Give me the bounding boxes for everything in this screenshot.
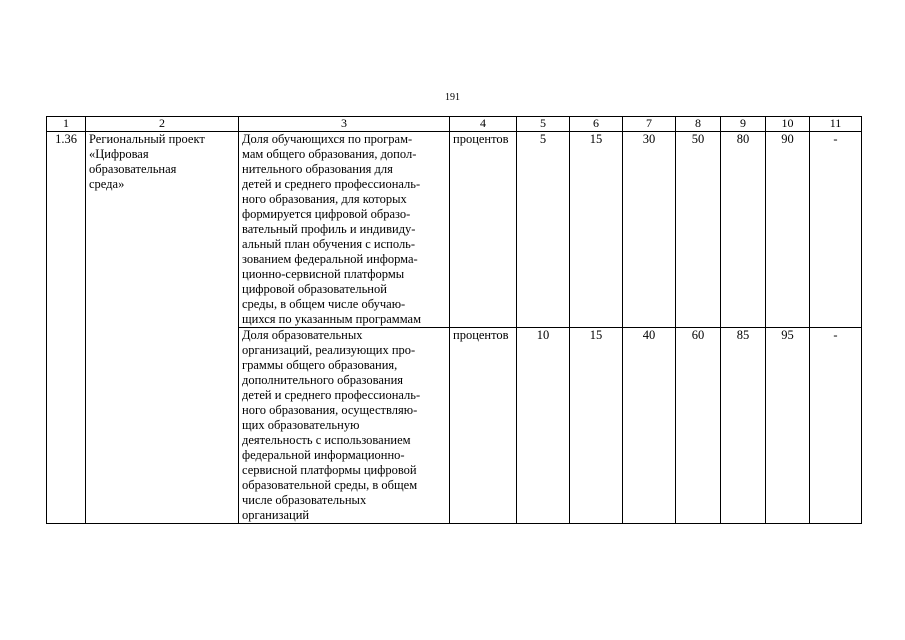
value-cell: 10 <box>517 328 570 524</box>
value-cell: 80 <box>721 132 766 328</box>
indicator-line: щихся по указанным программам <box>242 312 421 326</box>
header-cell: 8 <box>676 117 721 132</box>
header-cell: 5 <box>517 117 570 132</box>
indicator-line: дополнительного образования <box>242 373 404 387</box>
indicator-line: ционно-сервисной платформы <box>242 267 405 281</box>
value-cell: 95 <box>766 328 810 524</box>
page-number: 191 <box>445 92 460 103</box>
indicator-line: альный план обучения с исполь- <box>242 237 416 251</box>
header-cell: 10 <box>766 117 810 132</box>
indicator-line: формируется цифровой образо- <box>242 207 411 221</box>
indicator-cell <box>239 328 450 524</box>
value-cell: 15 <box>570 328 623 524</box>
project-line: образовательная <box>89 162 177 176</box>
header-cell: 9 <box>721 117 766 132</box>
header-cell: 3 <box>239 117 450 132</box>
header-cell: 11 <box>810 117 862 132</box>
indicator-line: среды, в общем числе обучаю- <box>242 297 406 311</box>
indicator-line: ного образования, осуществляю- <box>242 403 418 417</box>
indicator-line: вательный профиль и индивиду- <box>242 222 416 236</box>
indicator-line: детей и среднего профессиональ- <box>242 388 421 402</box>
value-cell: - <box>810 132 862 328</box>
project-name-cell <box>86 132 239 524</box>
header-cell: 6 <box>570 117 623 132</box>
value-cell: 60 <box>676 328 721 524</box>
indicator-table <box>46 116 862 524</box>
indicator-line: ного образования, для которых <box>242 192 407 206</box>
indicator-line: федеральной информационно- <box>242 448 405 462</box>
value-cell: 40 <box>623 328 676 524</box>
header-cell: 1 <box>47 117 86 132</box>
value-cell: 5 <box>517 132 570 328</box>
unit-cell: процентов <box>450 132 517 328</box>
indicator-line: детей и среднего профессиональ- <box>242 177 421 191</box>
header-row <box>47 117 862 132</box>
project-line: Региональный проект <box>89 132 205 146</box>
value-cell: 15 <box>570 132 623 328</box>
table-row <box>47 132 862 328</box>
indicator-line: мам общего образования, допол- <box>242 147 417 161</box>
indicator-line: организаций <box>242 508 310 522</box>
indicator-line: граммы общего образования, <box>242 358 398 372</box>
indicator-line: нительного образования для <box>242 162 393 176</box>
indicator-line: образовательной среды, в общем <box>242 478 418 492</box>
unit-cell: процентов <box>450 328 517 524</box>
indicator-line: Доля образовательных <box>242 328 363 342</box>
indicator-line: сервисной платформы цифровой <box>242 463 417 477</box>
value-cell: - <box>810 328 862 524</box>
value-cell: 90 <box>766 132 810 328</box>
row-id-cell: 1.36 <box>47 132 86 524</box>
indicator-line: щих образовательную <box>242 418 360 432</box>
indicator-line: числе образовательных <box>242 493 367 507</box>
value-cell: 85 <box>721 328 766 524</box>
indicator-line: организаций, реализующих про- <box>242 343 416 357</box>
header-cell: 2 <box>86 117 239 132</box>
project-line: среда» <box>89 177 125 191</box>
indicator-line: деятельность с использованием <box>242 433 411 447</box>
value-cell: 50 <box>676 132 721 328</box>
value-cell: 30 <box>623 132 676 328</box>
indicator-cell <box>239 132 450 328</box>
header-cell: 4 <box>450 117 517 132</box>
indicator-line: Доля обучающихся по програм- <box>242 132 413 146</box>
indicator-line: цифровой образовательной <box>242 282 387 296</box>
indicator-line: зованием федеральной информа- <box>242 252 418 266</box>
project-line: «Цифровая <box>89 147 149 161</box>
header-cell: 7 <box>623 117 676 132</box>
